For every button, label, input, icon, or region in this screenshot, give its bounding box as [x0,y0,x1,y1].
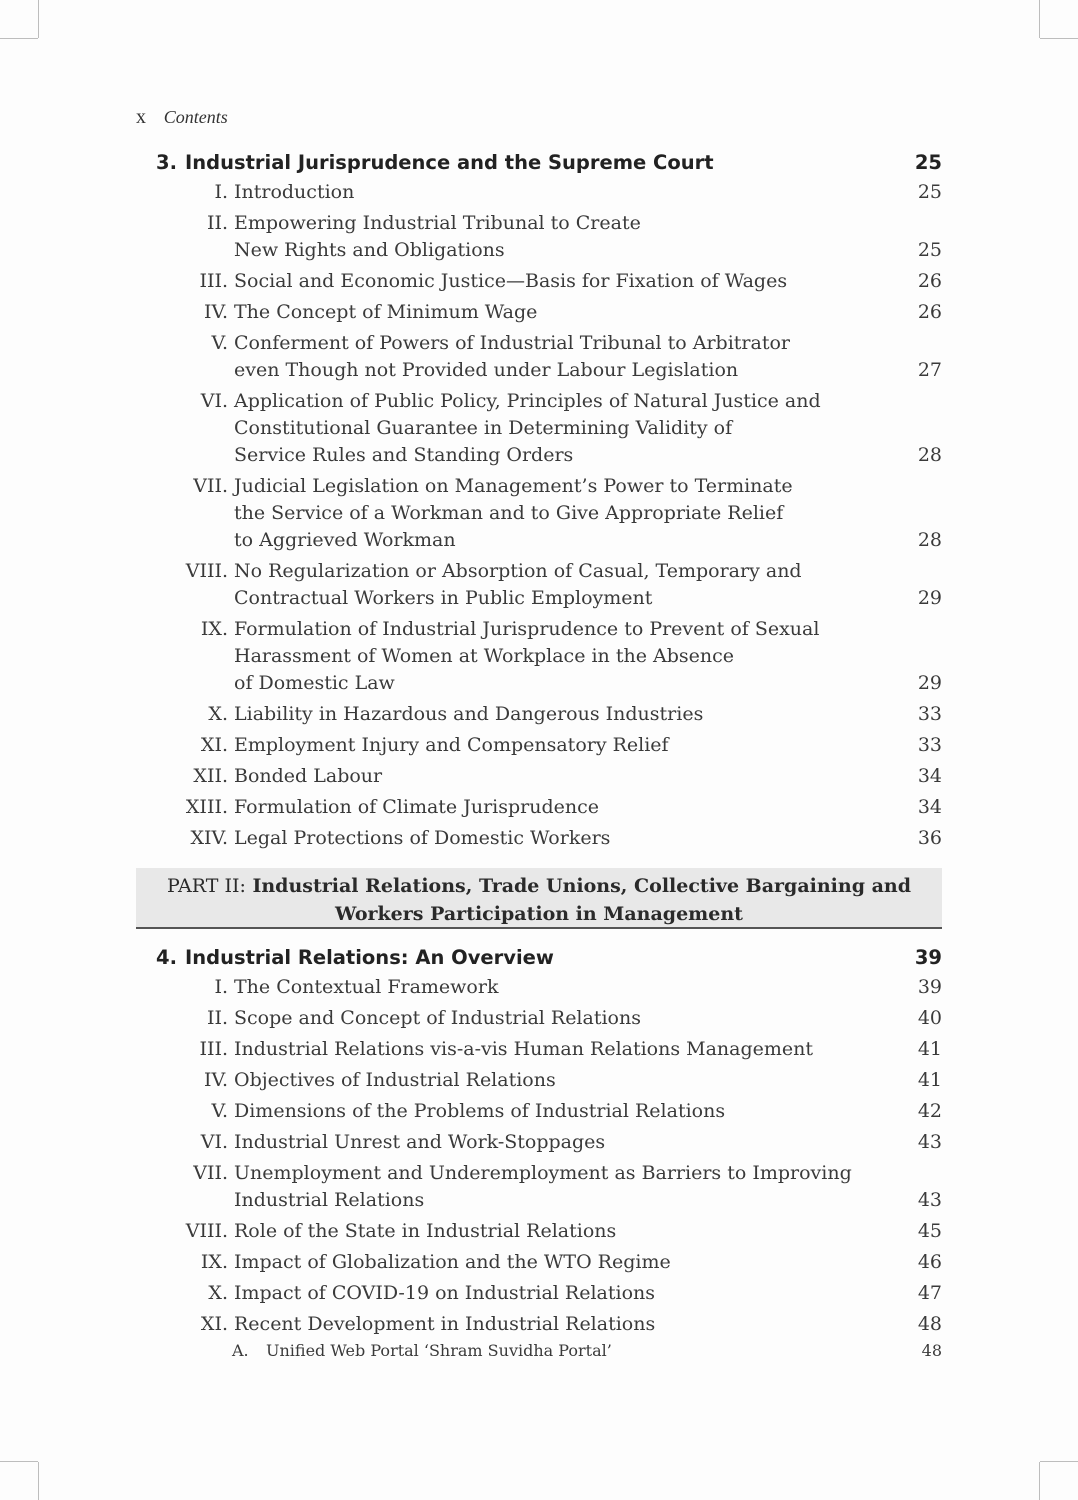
toc-entry [0,701,942,728]
entry-title [234,825,876,852]
entry-number: IX. [200,618,228,640]
toc-entry [0,268,942,295]
entry-title-line: Introduction [234,181,355,203]
toc-entry [0,1098,942,1125]
entry-page: 25 [917,239,942,261]
entry-title [234,1036,876,1063]
entry-title-line: New Rights and Obligations [234,239,505,261]
entry-title-line: Dimensions of the Problems of Industrial Relations [234,1100,726,1122]
entry-number: V. [211,1100,228,1122]
part-title-line-1: Industrial Relations, Trade Unions, Collective Bargaining and [252,875,911,897]
entry-title-line: Judicial Legislation on Management’s Power to Terminate [234,475,793,497]
entry-page: 34 [917,796,942,818]
part-title-line-2: Workers Participation in Management [335,903,743,925]
entry-page: 26 [917,301,942,323]
entry-title [234,330,876,384]
toc-entry [0,1036,942,1063]
entry-title-line: Formulation of Climate Jurisprudence [234,796,599,818]
entry-page: 41 [917,1038,942,1060]
entry-page: 43 [917,1131,942,1153]
toc-entry [0,330,942,384]
entry-page: 26 [917,270,942,292]
entry-number: VII. [193,475,228,497]
entry-number: I. [214,181,228,203]
chapter-number: 3. [156,150,177,174]
toc-entry [0,616,942,697]
entry-title [234,794,876,821]
toc-entry [0,1218,942,1245]
entry-title [234,268,876,295]
entry-title-line: Industrial Unrest and Work-Stoppages [234,1131,606,1153]
entry-title-line: Industrial Relations vis-a-vis Human Relations Management [234,1038,814,1060]
entry-title-line: Contractual Workers in Public Employment [234,587,653,609]
running-head-title: Contents [163,107,228,127]
entry-title-line: Impact of COVID-19 on Industrial Relations [234,1282,656,1304]
entry-title [234,1311,876,1338]
entry-page: 43 [917,1189,942,1211]
entry-number: II. [206,1007,228,1029]
toc-entry [0,1067,942,1094]
entry-number: XIV. [190,827,228,849]
entry-title [234,974,876,1001]
entry-title [234,763,876,790]
entry-number: II. [206,212,228,234]
entry-title-line: Formulation of Industrial Jurisprudence to Prevent of Sexual [234,618,820,640]
toc-entry [0,179,942,206]
entry-page: 33 [917,703,942,725]
toc-entry [0,974,942,1001]
entry-page: 48 [917,1313,942,1335]
entry-title-line: Application of Public Policy, Principles of Natural Justice and [234,390,821,412]
entry-title-line: Empowering Industrial Tribunal to Create [234,212,641,234]
entry-number: V. [211,332,228,354]
entry-number: VI. [200,390,228,412]
toc-entry [0,1160,942,1214]
entry-title-line: the Service of a Workman and to Give Appropriate Relief [234,502,784,524]
toc-entry [0,732,942,759]
part-heading [136,868,942,929]
entry-title-line: Recent Development in Industrial Relations [234,1313,656,1335]
entry-page: 42 [917,1100,942,1122]
entry-number: X. [208,703,228,725]
toc-entry [0,825,942,852]
entry-page: 36 [917,827,942,849]
entry-title-line: Constitutional Guarantee in Determining Validity of [234,417,733,439]
entry-title-line: Employment Injury and Compensatory Relief [234,734,669,756]
toc-entry [0,299,942,326]
entry-title [234,1098,876,1125]
entry-title-line: No Regularization or Absorption of Casual, Temporary and [234,560,802,582]
entry-page: 27 [917,359,942,381]
chapter-title-group [156,151,714,174]
entry-title [234,1249,876,1276]
entry-number: XII. [193,765,228,787]
entry-title-line: Scope and Concept of Industrial Relations [234,1007,641,1029]
entry-title-line: Unemployment and Underemployment as Barriers to Improving [234,1162,852,1184]
entry-page: 41 [917,1069,942,1091]
entry-title-line: Industrial Relations [234,1189,425,1211]
toc-entry [0,388,942,469]
entry-number: XI. [200,734,228,756]
chapter-number: 4. [156,945,177,969]
toc-entry [0,1005,942,1032]
entry-title [234,1218,876,1245]
entry-title-line: Role of the State in Industrial Relations [234,1220,617,1242]
entry-title [234,1005,876,1032]
entry-page: 25 [917,181,942,203]
entry-page: 46 [917,1251,942,1273]
chapter-heading [156,943,942,971]
part-label: PART II: [167,875,246,897]
entry-title [234,732,876,759]
chapter-page: 39 [914,945,942,969]
toc-entry [0,763,942,790]
entry-title [234,616,876,697]
chapter-heading [156,148,942,176]
entry-title [234,1280,876,1307]
subentry-title: Unified Web Portal ‘Shram Suvidha Portal’ [266,1341,612,1360]
entry-title-line: Liability in Hazardous and Dangerous Industries [234,703,704,725]
entry-number: XIII. [185,796,228,818]
entry-title-line: Conferment of Powers of Industrial Tribunal to Arbitrator [234,332,791,354]
subentry-page: 48 [921,1341,942,1360]
entry-title-line: to Aggrieved Workman [234,529,456,551]
entry-number: IV. [204,301,228,323]
toc-entry [0,558,942,612]
entry-number: X. [208,1282,228,1304]
chapter-page: 25 [914,150,942,174]
chapter-title-group [156,946,554,969]
entry-page: 29 [917,587,942,609]
entry-title-line: Objectives of Industrial Relations [234,1069,556,1091]
entry-page: 29 [917,672,942,694]
entry-title [234,558,876,612]
toc-entry [0,1249,942,1276]
entry-title [234,179,876,206]
toc-entry [0,1129,942,1156]
entry-number: VII. [193,1162,228,1184]
chapter-title: Industrial Jurisprudence and the Supreme Court [184,150,714,174]
entry-title-line: Bonded Labour [234,765,383,787]
entry-title-line: even Though not Provided under Labour Legislation [234,359,739,381]
entry-number: IX. [200,1251,228,1273]
entry-page: 28 [917,444,942,466]
entry-number: XI. [200,1313,228,1335]
entry-page: 34 [917,765,942,787]
subentry-letter: A. [232,1341,249,1360]
entry-title [234,210,876,264]
entry-title [234,473,876,554]
entry-page: 39 [917,976,942,998]
toc-entry [0,473,942,554]
entry-title-line: Impact of Globalization and the WTO Regime [234,1251,671,1273]
entry-title-line: The Concept of Minimum Wage [234,301,538,323]
chapter-title: Industrial Relations: An Overview [184,945,554,969]
entry-title [234,1129,876,1156]
entry-title-line: Legal Protections of Domestic Workers [234,827,611,849]
toc-entry [0,1280,942,1307]
toc-subentry [0,1340,942,1362]
entry-title-line: Service Rules and Standing Orders [234,444,574,466]
entry-title [234,1067,876,1094]
entry-title-line: Harassment of Women at Workplace in the Absence [234,645,734,667]
entry-title [234,388,876,469]
entry-number: VIII. [185,1220,228,1242]
page-folio: x [136,106,146,128]
entry-page: 28 [917,529,942,551]
entry-page: 33 [917,734,942,756]
entry-title-line: Social and Economic Justice—Basis for Fixation of Wages [234,270,788,292]
entry-page: 40 [917,1007,942,1029]
entry-title-line: The Contextual Framework [234,976,499,998]
entry-number: VIII. [185,560,228,582]
toc-entry [0,210,942,264]
entry-number: III. [199,1038,228,1060]
entry-number: VI. [200,1131,228,1153]
entry-page: 47 [917,1282,942,1304]
entry-number: I. [214,976,228,998]
entry-number: III. [199,270,228,292]
entry-page: 45 [917,1220,942,1242]
entry-title [234,701,876,728]
entry-title-line: of Domestic Law [234,672,395,694]
toc-entry [0,794,942,821]
entry-title [234,1160,876,1214]
entry-number: IV. [204,1069,228,1091]
entry-title [234,299,876,326]
toc-entry [0,1311,942,1338]
